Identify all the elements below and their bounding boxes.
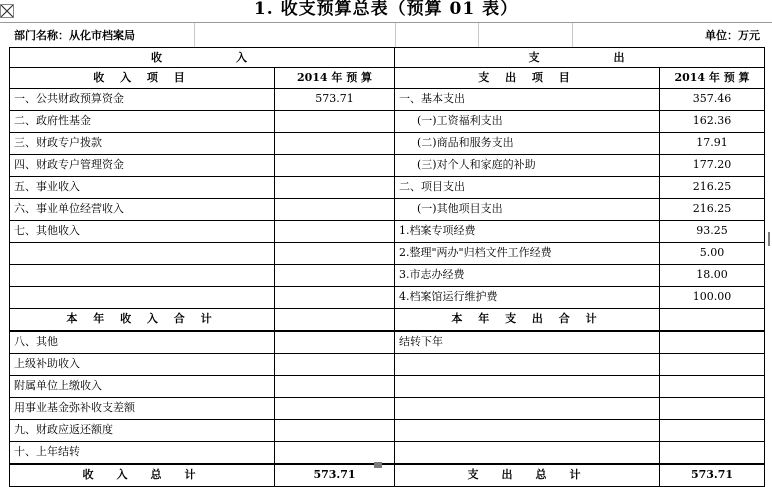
table-row xyxy=(10,132,765,154)
expense-total-label: 支 出 总 计 xyxy=(395,464,660,487)
table-row xyxy=(10,242,765,264)
expense-value-cell[interactable]: 357.46 xyxy=(660,88,765,110)
income-total-value[interactable]: 573.71 xyxy=(275,464,395,487)
expense-total-value[interactable]: 573.71 xyxy=(660,464,765,487)
expense-item-cell[interactable]: (二)商品和服务支出 xyxy=(395,132,660,154)
income-value-cell[interactable] xyxy=(275,132,395,154)
expense-item-cell[interactable] xyxy=(395,419,660,441)
expense-item-cell[interactable]: (三)对个人和家庭的补助 xyxy=(395,154,660,176)
expense-item-cell[interactable]: 结转下年 xyxy=(395,331,660,354)
total-row xyxy=(10,464,765,487)
bottom-marker xyxy=(374,462,382,468)
unit-label: 单位：万元 xyxy=(705,29,760,42)
income-item-cell[interactable] xyxy=(10,286,275,308)
scroll-marker xyxy=(768,232,770,246)
income-value-cell[interactable] xyxy=(275,441,395,464)
income-item-cell[interactable]: 十、上年结转 xyxy=(10,441,275,464)
income-subtotal-label: 本 年 收 入 合 计 xyxy=(10,308,275,331)
income-value-cell[interactable] xyxy=(275,397,395,419)
expense-subtotal-value[interactable] xyxy=(660,308,765,331)
expense-value-cell[interactable]: 5.00 xyxy=(660,242,765,264)
expense-value-cell[interactable] xyxy=(660,331,765,354)
table-row xyxy=(10,110,765,132)
income-item-cell[interactable]: 四、财政专户管理资金 xyxy=(10,154,275,176)
table-row xyxy=(10,176,765,198)
income-value-cell[interactable] xyxy=(275,353,395,375)
income-value-cell[interactable] xyxy=(275,242,395,264)
subheader-row xyxy=(0,23,772,47)
income-item-cell[interactable]: 上级补助收入 xyxy=(10,353,275,375)
expense-item-cell[interactable]: (一)工资福利支出 xyxy=(395,110,660,132)
expense-value-cell[interactable]: 177.20 xyxy=(660,154,765,176)
income-value-cell[interactable] xyxy=(275,375,395,397)
income-value-cell[interactable] xyxy=(275,419,395,441)
expense-item-cell[interactable] xyxy=(395,441,660,464)
expense-item-cell[interactable]: 2.整理"两办"归档文件工作经费 xyxy=(395,242,660,264)
table-row xyxy=(10,353,765,375)
income-item-cell[interactable]: 五、事业收入 xyxy=(10,176,275,198)
expense-value-cell[interactable]: 18.00 xyxy=(660,264,765,286)
budget-table xyxy=(9,47,765,487)
expense-value-cell[interactable]: 93.25 xyxy=(660,220,765,242)
table-row xyxy=(10,88,765,110)
expense-item-cell[interactable] xyxy=(395,353,660,375)
expense-subtotal-label: 本 年 支 出 合 计 xyxy=(395,308,660,331)
table-row xyxy=(10,397,765,419)
expense-item-cell[interactable]: (一)其他项目支出 xyxy=(395,198,660,220)
expense-item-cell[interactable]: 一、基本支出 xyxy=(395,88,660,110)
income-value-cell[interactable] xyxy=(275,110,395,132)
table-row xyxy=(10,198,765,220)
cell-divider xyxy=(572,23,573,47)
income-total-label: 收 入 总 计 xyxy=(10,464,275,487)
income-item-cell[interactable]: 三、财政专户拨款 xyxy=(10,132,275,154)
expense-item-cell[interactable] xyxy=(395,397,660,419)
income-item-cell[interactable]: 九、财政应返还额度 xyxy=(10,419,275,441)
expense-value-cell[interactable]: 216.25 xyxy=(660,198,765,220)
income-item-cell[interactable] xyxy=(10,242,275,264)
table-row xyxy=(10,331,765,354)
income-value-cell[interactable] xyxy=(275,264,395,286)
expense-value-cell[interactable]: 100.00 xyxy=(660,286,765,308)
income-item-cell[interactable]: 六、事业单位经营收入 xyxy=(10,198,275,220)
table-row xyxy=(10,220,765,242)
income-item-cell[interactable]: 二、政府性基金 xyxy=(10,110,275,132)
expense-value-cell[interactable] xyxy=(660,419,765,441)
table-row xyxy=(10,286,765,308)
expense-item-cell[interactable] xyxy=(395,375,660,397)
income-value-cell[interactable] xyxy=(275,286,395,308)
table-row xyxy=(10,419,765,441)
table-anchor-icon[interactable] xyxy=(0,4,14,18)
expense-value-cell[interactable]: 17.91 xyxy=(660,132,765,154)
income-item-cell[interactable]: 附属单位上缴收入 xyxy=(10,375,275,397)
income-item-header: 收 入 项 目 xyxy=(10,68,275,88)
expense-item-cell[interactable]: 4.档案馆运行维护费 xyxy=(395,286,660,308)
income-value-cell[interactable] xyxy=(275,176,395,198)
income-item-cell[interactable]: 一、公共财政预算资金 xyxy=(10,88,275,110)
income-value-cell[interactable] xyxy=(275,331,395,354)
expense-item-cell[interactable]: 3.市志办经费 xyxy=(395,264,660,286)
income-value-cell[interactable] xyxy=(275,198,395,220)
expense-item-cell[interactable]: 1.档案专项经费 xyxy=(395,220,660,242)
income-value-cell[interactable]: 573.71 xyxy=(275,88,395,110)
cell-divider xyxy=(194,23,195,47)
income-item-cell[interactable]: 八、其他 xyxy=(10,331,275,354)
income-budget-header: 2014 年 预 算 xyxy=(275,68,395,88)
income-value-cell[interactable] xyxy=(275,220,395,242)
table-row xyxy=(10,375,765,397)
table-title: 1. 收支预算总表（预算 01 表） xyxy=(253,0,519,19)
expense-value-cell[interactable] xyxy=(660,375,765,397)
expense-budget-header: 2014 年 预 算 xyxy=(660,68,765,88)
subtotal-row xyxy=(10,308,765,331)
department-name: 部门名称：从化市档案局 xyxy=(14,29,135,42)
cell-divider xyxy=(395,23,396,47)
income-value-cell[interactable] xyxy=(275,154,395,176)
column-header-row xyxy=(10,68,765,88)
table-row xyxy=(10,264,765,286)
income-item-cell[interactable]: 七、其他收入 xyxy=(10,220,275,242)
expense-value-cell[interactable]: 162.36 xyxy=(660,110,765,132)
expense-group-header: 支 出 xyxy=(395,48,765,68)
expense-value-cell[interactable] xyxy=(660,397,765,419)
expense-value-cell[interactable] xyxy=(660,353,765,375)
table-row xyxy=(10,154,765,176)
expense-item-cell[interactable]: 二、项目支出 xyxy=(395,176,660,198)
cell-divider xyxy=(478,23,479,47)
expense-item-header: 支 出 项 目 xyxy=(395,68,660,88)
income-item-cell[interactable]: 用事业基金弥补收支差额 xyxy=(10,397,275,419)
expense-value-cell[interactable]: 216.25 xyxy=(660,176,765,198)
table-row xyxy=(10,441,765,464)
income-group-header: 收 入 xyxy=(10,48,395,68)
income-subtotal-value[interactable] xyxy=(275,308,395,331)
group-header-row xyxy=(10,48,765,68)
income-item-cell[interactable] xyxy=(10,264,275,286)
expense-value-cell[interactable] xyxy=(660,441,765,464)
